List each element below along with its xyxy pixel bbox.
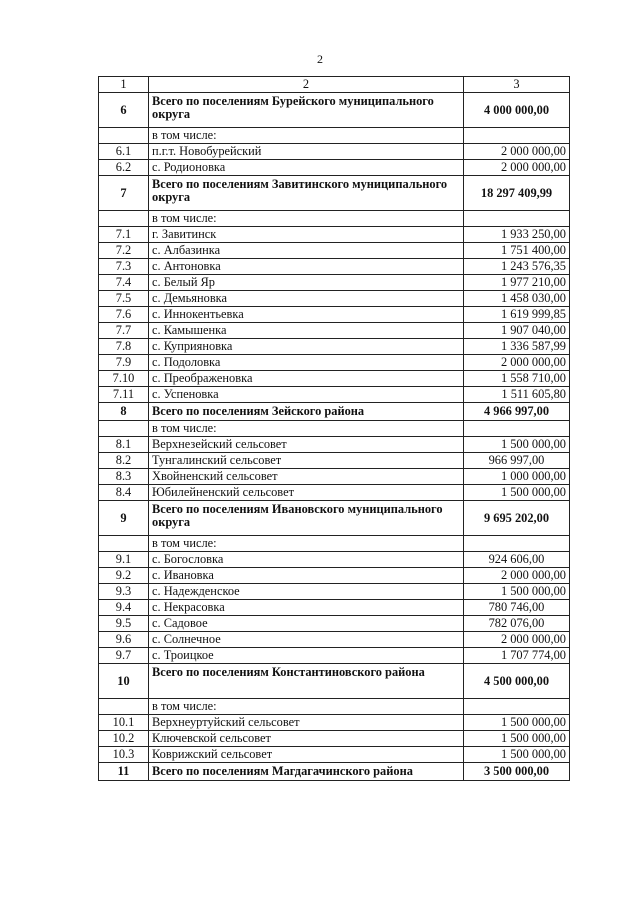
row-name: с. Садовое — [149, 616, 464, 632]
table-row-total — [99, 93, 570, 128]
row-number: 6.2 — [99, 160, 149, 176]
table-row — [99, 227, 570, 243]
row-name: г. Завитинск — [149, 227, 464, 243]
row-number: 10.1 — [99, 715, 149, 731]
row-number: 7.4 — [99, 275, 149, 291]
table-row — [99, 715, 570, 731]
row-amount: 1 511 605,80 — [464, 387, 570, 403]
row-amount: 1 933 250,00 — [464, 227, 570, 243]
row-amount — [464, 536, 570, 552]
row-number: 6 — [99, 93, 149, 128]
row-number: 9.6 — [99, 632, 149, 648]
row-amount — [464, 128, 570, 144]
row-number: 8.1 — [99, 437, 149, 453]
row-name: с. Родионовка — [149, 160, 464, 176]
row-amount: 1 243 576,35 — [464, 259, 570, 275]
row-amount: 1 500 000,00 — [464, 715, 570, 731]
table-row — [99, 339, 570, 355]
table-row-including — [99, 128, 570, 144]
table-row — [99, 243, 570, 259]
row-number: 7.5 — [99, 291, 149, 307]
row-number: 7.2 — [99, 243, 149, 259]
row-name: Юбилейненский сельсовет — [149, 485, 464, 501]
row-amount: 780 746,00 — [464, 600, 570, 616]
table-row — [99, 469, 570, 485]
row-amount: 1 000 000,00 — [464, 469, 570, 485]
row-amount — [464, 211, 570, 227]
row-name: в том числе: — [149, 536, 464, 552]
row-name: в том числе: — [149, 211, 464, 227]
row-number: 9 — [99, 501, 149, 536]
table-row — [99, 291, 570, 307]
row-amount: 1 500 000,00 — [464, 485, 570, 501]
row-name: Всего по поселениям Магдагачинского района — [149, 763, 464, 781]
row-name: с. Надежденское — [149, 584, 464, 600]
row-number: 6.1 — [99, 144, 149, 160]
row-name: с. Преображеновка — [149, 371, 464, 387]
row-amount: 2 000 000,00 — [464, 144, 570, 160]
row-name: Хвойненский сельсовет — [149, 469, 464, 485]
table-row — [99, 307, 570, 323]
table-row-total — [99, 176, 570, 211]
table-row — [99, 387, 570, 403]
row-name: с. Некрасовка — [149, 600, 464, 616]
row-name: Всего по поселениям Зейского района — [149, 403, 464, 421]
row-name: с. Демьяновка — [149, 291, 464, 307]
table-row-including — [99, 421, 570, 437]
row-number: 9.3 — [99, 584, 149, 600]
row-amount: 2 000 000,00 — [464, 632, 570, 648]
row-name: в том числе: — [149, 128, 464, 144]
row-number: 10.3 — [99, 747, 149, 763]
row-amount: 2 000 000,00 — [464, 355, 570, 371]
table-row-total — [99, 664, 570, 699]
row-amount — [464, 421, 570, 437]
table-row — [99, 371, 570, 387]
row-number: 9.5 — [99, 616, 149, 632]
row-number: 7.6 — [99, 307, 149, 323]
row-number: 8.2 — [99, 453, 149, 469]
row-number: 9.2 — [99, 568, 149, 584]
table-row-total — [99, 763, 570, 781]
table-row — [99, 747, 570, 763]
row-number — [99, 536, 149, 552]
row-number — [99, 421, 149, 437]
row-name: Тунгалинский сельсовет — [149, 453, 464, 469]
row-name: Всего по поселениям Завитинского муниципального округа — [149, 176, 464, 211]
row-number: 9.1 — [99, 552, 149, 568]
row-name: с. Камышенка — [149, 323, 464, 339]
table-row — [99, 648, 570, 664]
allocation-table — [98, 76, 570, 781]
row-amount: 1 619 999,85 — [464, 307, 570, 323]
row-name: Верхнезейский сельсовет — [149, 437, 464, 453]
row-name: с. Антоновка — [149, 259, 464, 275]
row-name: с. Троицкое — [149, 648, 464, 664]
row-number: 8 — [99, 403, 149, 421]
row-number: 8.3 — [99, 469, 149, 485]
row-number: 7.3 — [99, 259, 149, 275]
row-amount: 2 000 000,00 — [464, 160, 570, 176]
row-number: 7.9 — [99, 355, 149, 371]
row-number — [99, 699, 149, 715]
table-row — [99, 600, 570, 616]
row-name: с. Солнечное — [149, 632, 464, 648]
row-amount: 924 606,00 — [464, 552, 570, 568]
row-name: Верхнеуртуйский сельсовет — [149, 715, 464, 731]
table-row — [99, 323, 570, 339]
column-header: 3 — [464, 77, 570, 93]
row-number — [99, 211, 149, 227]
row-number: 9.4 — [99, 600, 149, 616]
row-name: с. Успеновка — [149, 387, 464, 403]
table-row-total — [99, 501, 570, 536]
row-number: 7.7 — [99, 323, 149, 339]
row-amount: 9 695 202,00 — [464, 501, 570, 536]
row-amount: 1 500 000,00 — [464, 437, 570, 453]
row-number: 7.1 — [99, 227, 149, 243]
table-row-including — [99, 211, 570, 227]
table-row — [99, 160, 570, 176]
row-amount: 1 500 000,00 — [464, 731, 570, 747]
row-amount: 1 751 400,00 — [464, 243, 570, 259]
row-amount: 1 336 587,99 — [464, 339, 570, 355]
row-amount: 966 997,00 — [464, 453, 570, 469]
table-row — [99, 731, 570, 747]
row-name: Всего по поселениям Ивановского муниципального округа — [149, 501, 464, 536]
row-amount: 4 000 000,00 — [464, 93, 570, 128]
row-name: с. Иннокентьевка — [149, 307, 464, 323]
table-row — [99, 552, 570, 568]
table-row — [99, 437, 570, 453]
row-name: с. Ивановка — [149, 568, 464, 584]
row-number: 9.7 — [99, 648, 149, 664]
row-number: 7.11 — [99, 387, 149, 403]
row-amount: 1 500 000,00 — [464, 747, 570, 763]
row-number — [99, 128, 149, 144]
table-row-including — [99, 699, 570, 715]
table-row-total — [99, 403, 570, 421]
row-number: 10.2 — [99, 731, 149, 747]
row-name: с. Богословка — [149, 552, 464, 568]
row-name: с. Куприяновка — [149, 339, 464, 355]
row-amount: 1 500 000,00 — [464, 584, 570, 600]
row-amount: 1 907 040,00 — [464, 323, 570, 339]
table-row — [99, 453, 570, 469]
column-header: 2 — [149, 77, 464, 93]
row-number: 7.8 — [99, 339, 149, 355]
row-number: 7.10 — [99, 371, 149, 387]
row-amount: 3 500 000,00 — [464, 763, 570, 781]
row-number: 10 — [99, 664, 149, 699]
row-name: с. Подоловка — [149, 355, 464, 371]
row-name: с. Албазинка — [149, 243, 464, 259]
row-name: Ключевской сельсовет — [149, 731, 464, 747]
table-row — [99, 632, 570, 648]
table-body — [99, 93, 570, 781]
table-row — [99, 355, 570, 371]
row-amount: 1 707 774,00 — [464, 648, 570, 664]
row-amount — [464, 699, 570, 715]
row-name: Коврижский сельсовет — [149, 747, 464, 763]
row-number: 7 — [99, 176, 149, 211]
row-amount: 782 076,00 — [464, 616, 570, 632]
table-row-including — [99, 536, 570, 552]
row-name: п.г.т. Новобурейский — [149, 144, 464, 160]
row-name: Всего по поселениям Константиновского района — [149, 664, 464, 699]
row-amount: 1 558 710,00 — [464, 371, 570, 387]
row-amount: 18 297 409,99 — [464, 176, 570, 211]
page-number: 2 — [317, 52, 323, 66]
row-amount: 4 500 000,00 — [464, 664, 570, 699]
row-name: Всего по поселениям Бурейского муниципального округа — [149, 93, 464, 128]
row-amount: 4 966 997,00 — [464, 403, 570, 421]
row-amount: 2 000 000,00 — [464, 568, 570, 584]
row-amount: 1 458 030,00 — [464, 291, 570, 307]
row-name: в том числе: — [149, 699, 464, 715]
column-number-row — [99, 77, 570, 93]
column-header: 1 — [99, 77, 149, 93]
row-name: с. Белый Яр — [149, 275, 464, 291]
table-row — [99, 584, 570, 600]
table-row — [99, 144, 570, 160]
row-name: в том числе: — [149, 421, 464, 437]
table-row — [99, 259, 570, 275]
table-row — [99, 485, 570, 501]
row-number: 8.4 — [99, 485, 149, 501]
row-number: 11 — [99, 763, 149, 781]
row-amount: 1 977 210,00 — [464, 275, 570, 291]
table-row — [99, 568, 570, 584]
table-row — [99, 616, 570, 632]
table-row — [99, 275, 570, 291]
